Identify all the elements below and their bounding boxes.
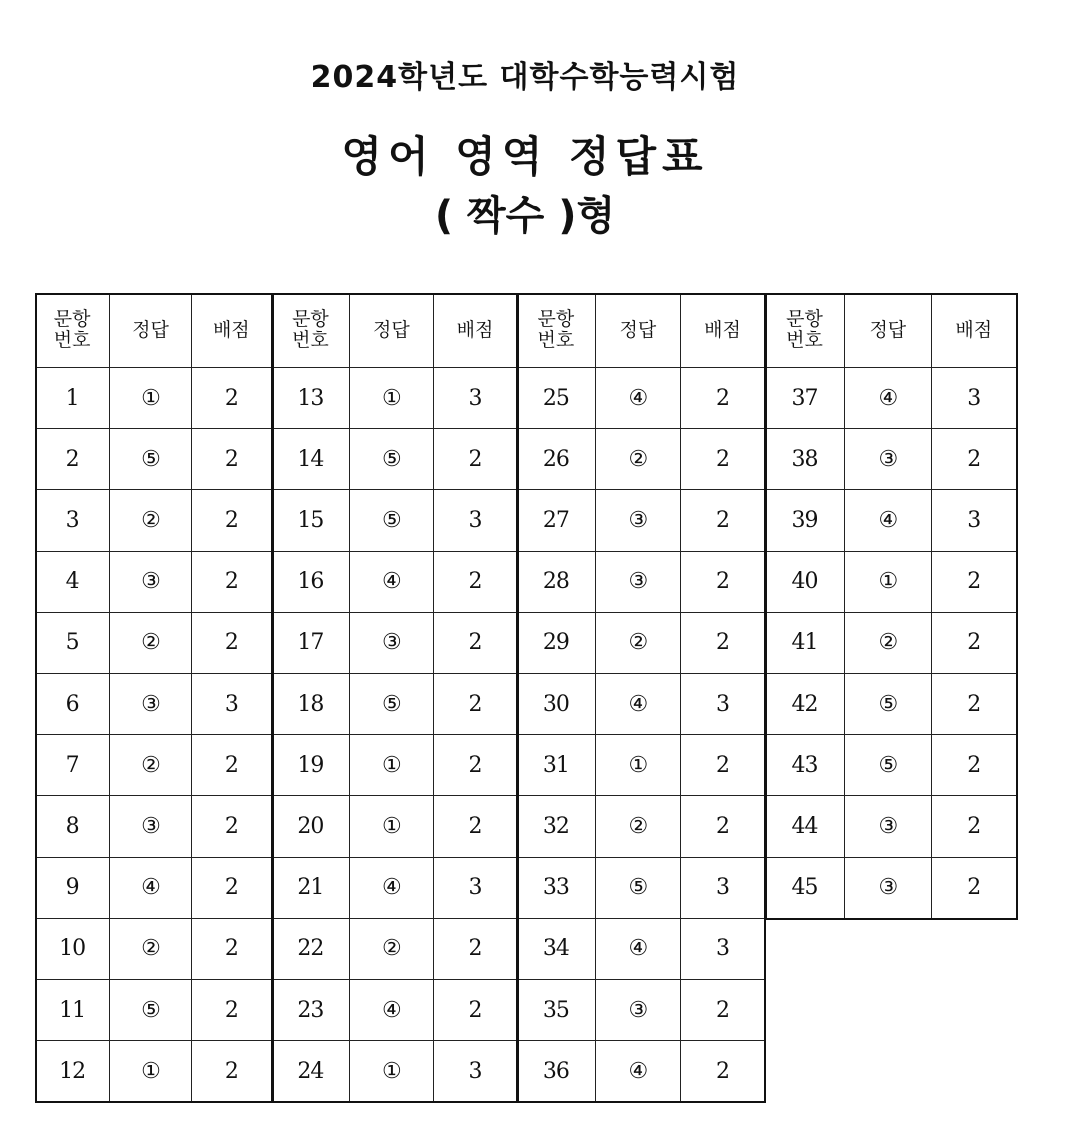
answer-cell: ① (596, 735, 681, 796)
header-answer: 정답 (845, 293, 931, 368)
answer-cell: ④ (596, 368, 681, 429)
question-number-cell: 29 (517, 613, 596, 674)
points-cell: 2 (932, 613, 1017, 674)
points-cell: 2 (434, 919, 517, 980)
answer-cell: ③ (110, 552, 191, 613)
points-cell: 3 (932, 368, 1017, 429)
answer-cell: ① (110, 368, 191, 429)
answer-cell: ④ (596, 919, 681, 980)
question-number-cell: 42 (765, 674, 845, 735)
answer-cell: ① (350, 796, 434, 857)
points-cell: 2 (932, 674, 1017, 735)
question-number-cell: 36 (517, 1041, 596, 1102)
question-number-cell: 17 (272, 613, 350, 674)
question-number-cell: 26 (517, 429, 596, 490)
question-number-cell: 35 (517, 980, 596, 1041)
question-number-cell: 37 (765, 368, 845, 429)
answer-cell: ② (596, 796, 681, 857)
points-cell: 2 (192, 858, 272, 919)
question-number-cell: 2 (35, 429, 110, 490)
points-cell: 2 (681, 613, 765, 674)
answer-cell: ④ (110, 858, 191, 919)
question-number-cell: 23 (272, 980, 350, 1041)
header-number-line1: 문항 (292, 308, 329, 330)
question-number-cell: 3 (35, 490, 110, 551)
points-cell: 2 (434, 674, 517, 735)
points-cell: 2 (681, 980, 765, 1041)
header-question-number (517, 293, 596, 368)
header-answer: 정답 (350, 293, 434, 368)
points-cell: 2 (681, 368, 765, 429)
answer-cell: ① (350, 1041, 434, 1102)
points-cell: 3 (434, 368, 517, 429)
answer-cell: ⑤ (110, 429, 191, 490)
question-number-cell: 44 (765, 796, 845, 857)
points-cell: 2 (932, 552, 1017, 613)
question-number-cell: 33 (517, 858, 596, 919)
answer-cell: ④ (845, 368, 931, 429)
answer-cell: ③ (596, 980, 681, 1041)
question-number-cell: 16 (272, 552, 350, 613)
question-number-cell: 31 (517, 735, 596, 796)
points-cell: 2 (434, 980, 517, 1041)
points-cell: 3 (681, 674, 765, 735)
answer-cell: ② (110, 613, 191, 674)
points-cell: 3 (932, 490, 1017, 551)
points-cell: 2 (192, 919, 272, 980)
points-cell: 2 (932, 796, 1017, 857)
header-number-line1: 문항 (786, 308, 823, 330)
points-cell: 3 (681, 919, 765, 980)
answer-cell: ① (845, 552, 931, 613)
question-number-cell: 41 (765, 613, 845, 674)
points-cell: 2 (192, 552, 272, 613)
header-number-line2: 번호 (53, 329, 91, 351)
answer-cell: ② (596, 429, 681, 490)
question-number-cell: 18 (272, 674, 350, 735)
answer-cell: ③ (110, 674, 191, 735)
type-label: ( 짝수 )형 (434, 193, 616, 239)
answer-cell: ③ (845, 429, 931, 490)
points-cell: 2 (434, 429, 517, 490)
answer-cell: ④ (596, 1041, 681, 1102)
question-number-cell: 5 (35, 613, 110, 674)
question-number-cell: 9 (35, 858, 110, 919)
points-cell: 3 (681, 858, 765, 919)
answer-cell: ③ (845, 858, 931, 919)
header-number-line2: 번호 (537, 329, 575, 351)
question-number-cell: 28 (517, 552, 596, 613)
header-number-line1: 문항 (537, 308, 575, 330)
answer-cell: ⑤ (350, 674, 434, 735)
subject-title: 영어 영역 정답표 (341, 132, 709, 181)
answer-cell: ⑤ (596, 858, 681, 919)
header-points: 배점 (932, 293, 1017, 368)
points-cell: 2 (192, 1041, 272, 1102)
answer-cell: ③ (845, 796, 931, 857)
header-points: 배점 (434, 293, 517, 368)
table-top-border (35, 293, 1017, 295)
question-number-cell: 40 (765, 552, 845, 613)
answer-cell: ① (110, 1041, 191, 1102)
header-number-line1: 문항 (53, 308, 91, 330)
question-number-cell: 14 (272, 429, 350, 490)
question-number-cell: 6 (35, 674, 110, 735)
question-number-cell: 22 (272, 919, 350, 980)
points-cell: 2 (681, 735, 765, 796)
answer-cell: ④ (350, 980, 434, 1041)
header-number-line2: 번호 (292, 329, 329, 351)
answer-cell: ④ (596, 674, 681, 735)
answer-cell: ④ (350, 552, 434, 613)
points-cell: 2 (932, 858, 1017, 919)
answer-cell: ③ (596, 490, 681, 551)
answer-cell: ⑤ (110, 980, 191, 1041)
points-cell: 2 (434, 735, 517, 796)
question-number-cell: 20 (272, 796, 350, 857)
answer-cell: ⑤ (845, 674, 931, 735)
header-points: 배점 (681, 293, 765, 368)
points-cell: 2 (932, 429, 1017, 490)
answer-cell: ② (110, 735, 191, 796)
answer-cell: ③ (350, 613, 434, 674)
points-cell: 3 (434, 1041, 517, 1102)
question-number-cell: 39 (765, 490, 845, 551)
answer-key-table (35, 293, 1019, 1103)
answer-cell: ② (845, 613, 931, 674)
answer-cell: ② (350, 919, 434, 980)
points-cell: 3 (192, 674, 272, 735)
answer-cell: ② (110, 919, 191, 980)
answer-cell: ⑤ (350, 429, 434, 490)
points-cell: 2 (192, 613, 272, 674)
answer-cell: ⑤ (845, 735, 931, 796)
header-answer: 정답 (110, 293, 191, 368)
question-number-cell: 30 (517, 674, 596, 735)
question-number-cell: 19 (272, 735, 350, 796)
answer-cell: ④ (350, 858, 434, 919)
question-number-cell: 21 (272, 858, 350, 919)
question-number-cell: 32 (517, 796, 596, 857)
points-cell: 2 (681, 552, 765, 613)
header-question-number (765, 293, 845, 368)
points-cell: 3 (434, 858, 517, 919)
points-cell: 2 (192, 429, 272, 490)
points-cell: 2 (192, 735, 272, 796)
points-cell: 3 (434, 490, 517, 551)
question-number-cell: 25 (517, 368, 596, 429)
exam-title: 2024학년도 대학수학능력시험 (310, 60, 740, 95)
question-number-cell: 13 (272, 368, 350, 429)
question-number-cell: 45 (765, 858, 845, 919)
answer-cell: ⑤ (350, 490, 434, 551)
question-number-cell: 27 (517, 490, 596, 551)
answer-cell: ③ (110, 796, 191, 857)
question-number-cell: 1 (35, 368, 110, 429)
points-cell: 2 (932, 735, 1017, 796)
question-number-cell: 10 (35, 919, 110, 980)
answer-cell: ② (110, 490, 191, 551)
header-points: 배점 (192, 293, 272, 368)
header-question-number (272, 293, 350, 368)
points-cell: 2 (681, 490, 765, 551)
question-number-cell: 43 (765, 735, 845, 796)
points-cell: 2 (192, 796, 272, 857)
question-number-cell: 4 (35, 552, 110, 613)
question-number-cell: 24 (272, 1041, 350, 1102)
points-cell: 2 (681, 1041, 765, 1102)
answer-cell: ② (596, 613, 681, 674)
question-number-cell: 12 (35, 1041, 110, 1102)
header-number-line2: 번호 (786, 329, 823, 351)
question-number-cell: 7 (35, 735, 110, 796)
question-number-cell: 11 (35, 980, 110, 1041)
header-answer: 정답 (596, 293, 681, 368)
points-cell: 2 (434, 796, 517, 857)
question-number-cell: 15 (272, 490, 350, 551)
points-cell: 2 (192, 490, 272, 551)
question-number-cell: 8 (35, 796, 110, 857)
points-cell: 2 (192, 980, 272, 1041)
points-cell: 2 (681, 796, 765, 857)
answer-cell: ④ (845, 490, 931, 551)
answer-cell: ① (350, 368, 434, 429)
header-question-number (35, 293, 110, 368)
answer-cell: ③ (596, 552, 681, 613)
points-cell: 2 (192, 368, 272, 429)
question-number-cell: 34 (517, 919, 596, 980)
points-cell: 2 (434, 552, 517, 613)
answer-cell: ① (350, 735, 434, 796)
question-number-cell: 38 (765, 429, 845, 490)
points-cell: 2 (434, 613, 517, 674)
points-cell: 2 (681, 429, 765, 490)
